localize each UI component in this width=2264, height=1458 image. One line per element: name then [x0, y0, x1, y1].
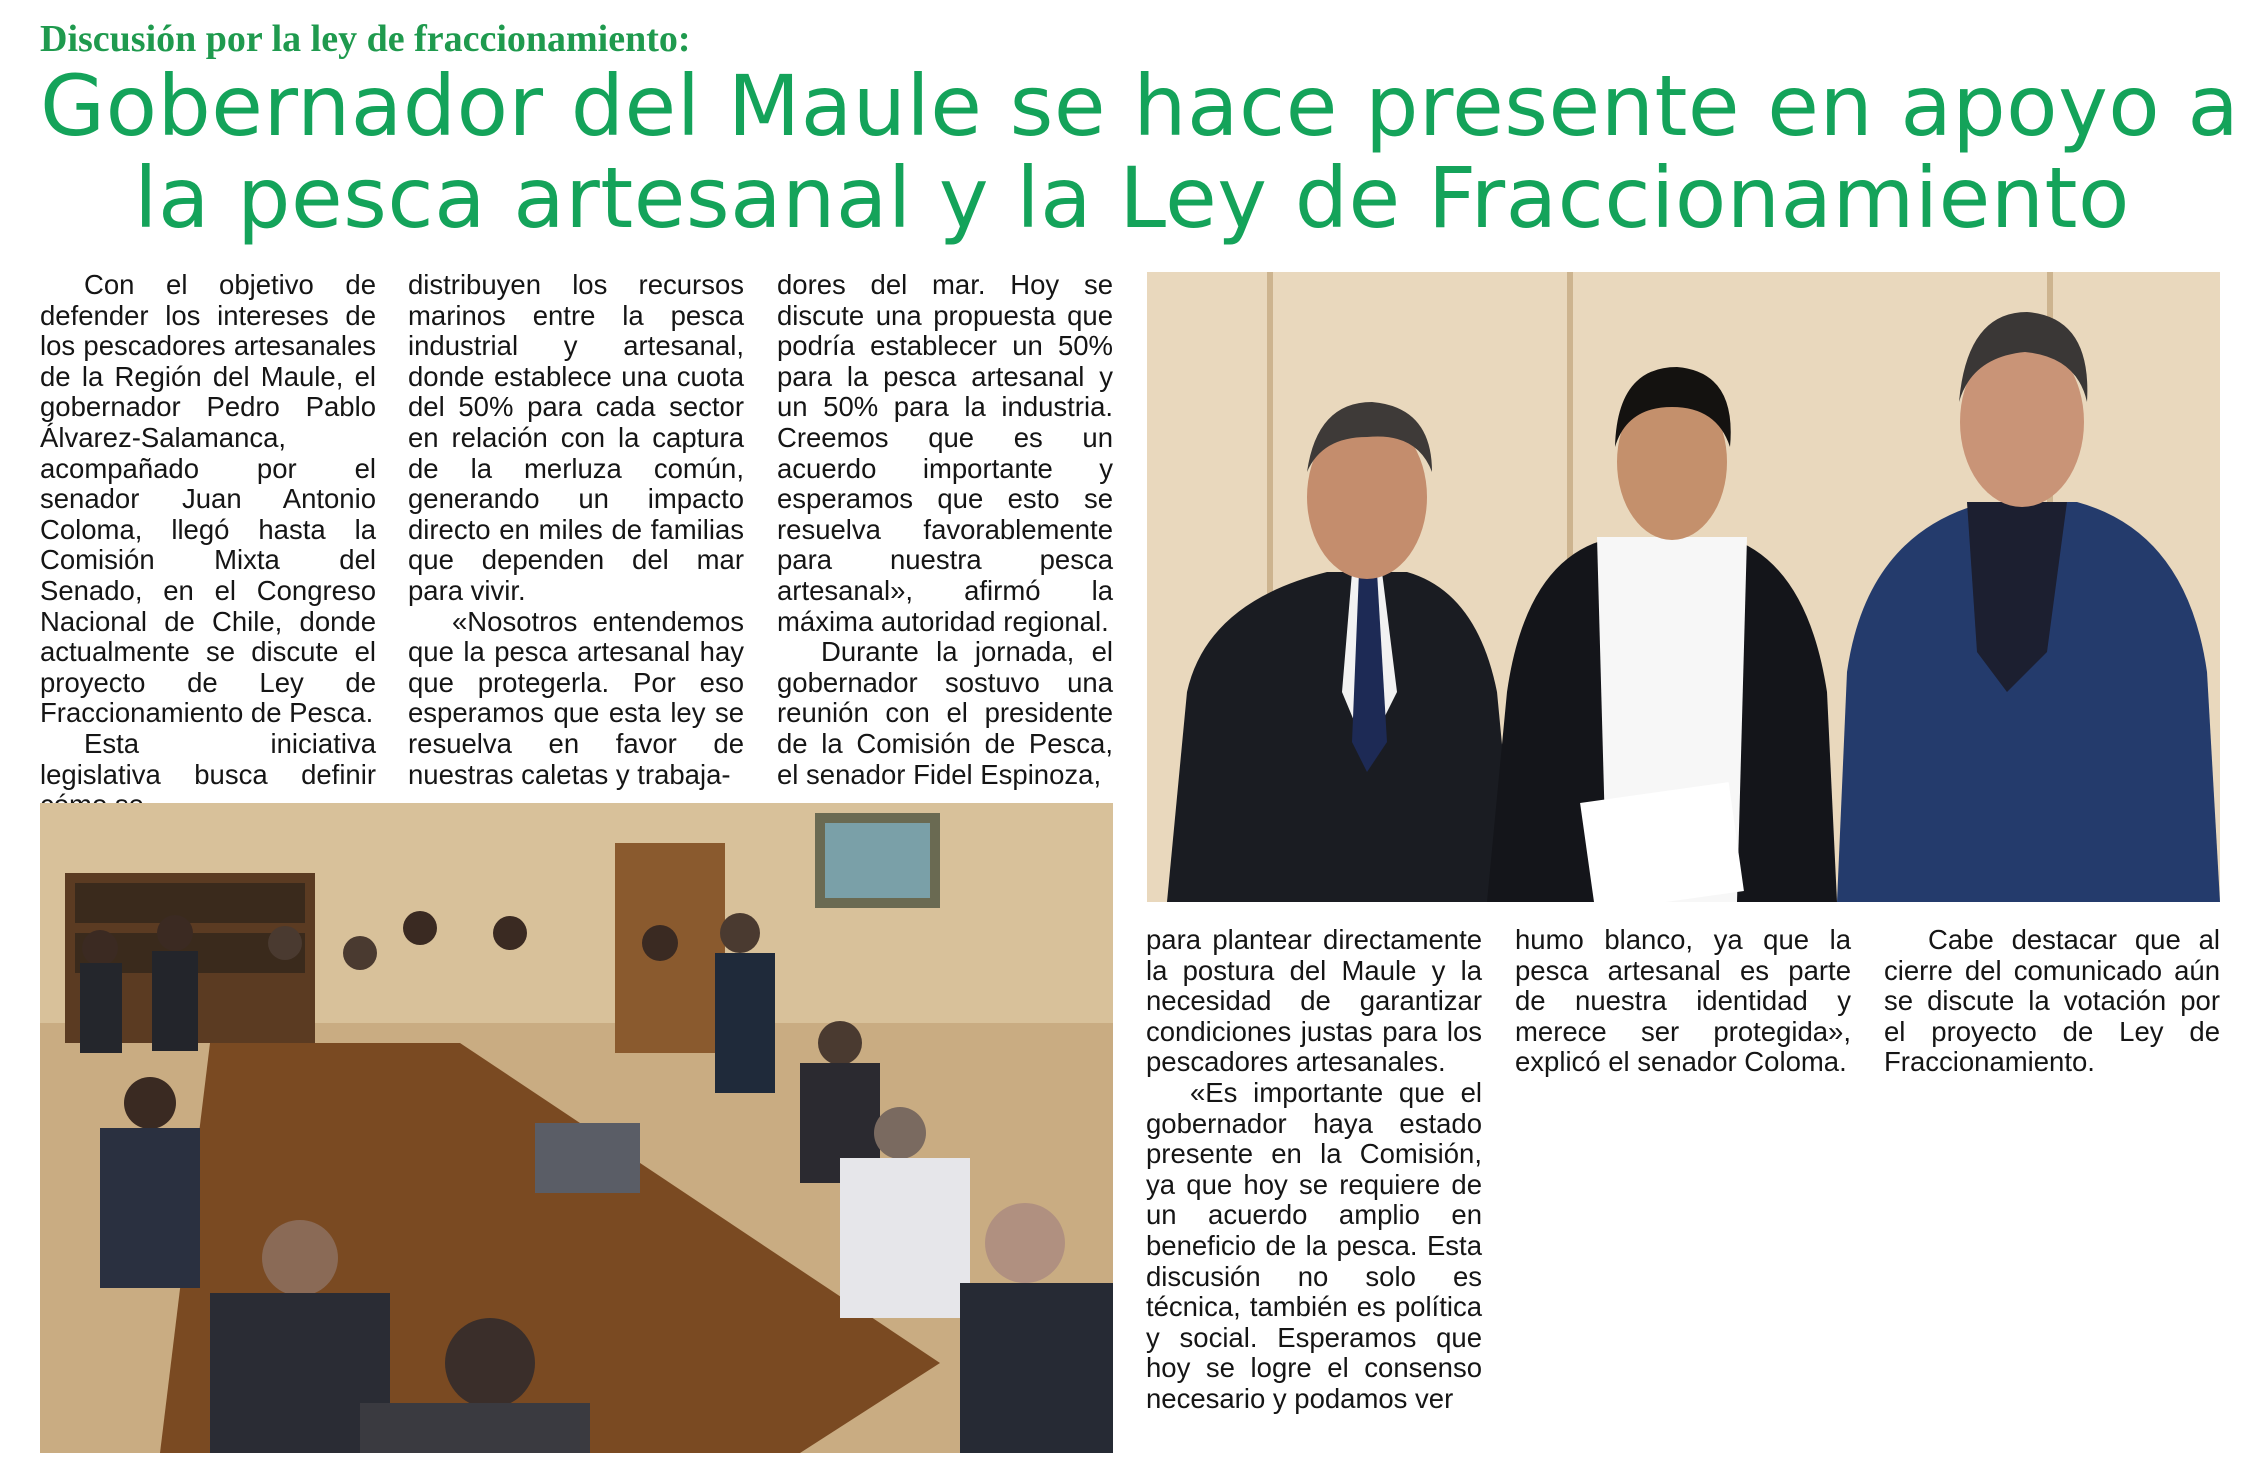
- paragraph: para plantear directamente la postura del Maule y la necesidad de garantizar condiciones justas para los pescadores artesanales.: [1146, 924, 1482, 1078]
- article-column-4: [1146, 925, 1482, 1415]
- article-column-6: [1884, 925, 2220, 1078]
- portrait-photo: [1147, 272, 2220, 902]
- headline-line-2: la pesca artesanal y la Ley de Fraccionamiento: [134, 149, 2130, 247]
- article-column-5: [1515, 925, 1851, 1078]
- paragraph: distribuyen los recursos marinos entre la pesca industrial y artesanal, donde establece una cuota del 50% para cada sector en relación con la captura de la merluza común, generando un impacto directo en miles de familias que dependen del mar para vivir.: [408, 269, 744, 606]
- headline-line-1: Gobernador del Maule se hace presente en apoyo a: [40, 57, 2240, 155]
- paragraph: Con el objetivo de defender los intereses de los pescadores artesanales de la Región del Maule, el gobernador Pedro Pablo Álvarez-Salamanca, acompañado por el senador Juan Antonio Coloma, llegó hasta la Comisión Mixta del Senado, en el Congreso Nacional de Chile, donde actualmente se discute el proyecto de Ley de Fraccionamiento de Pesca.: [40, 269, 376, 729]
- meeting-photo: [40, 803, 1113, 1453]
- paragraph: Esta iniciativa legislativa busca definir: [40, 727, 376, 790]
- article-column-2: [408, 270, 744, 790]
- article-kicker: Discusión por la ley de fraccionamiento:: [40, 18, 691, 60]
- paragraph: Cabe destacar que al cierre del comunicado aún se discute la votación por el proyecto de Ley de Fraccionamiento.: [1884, 924, 2220, 1078]
- article-column-3: [777, 270, 1113, 790]
- paragraph: «Nosotros entendemos que la pesca artesanal hay que protegerla. Por eso esperamos que esta ley se resuelva en favor de nuestras caletas y trabaja-: [408, 605, 744, 790]
- article-column-1: [40, 270, 376, 821]
- paragraph: Durante la jornada, el gobernador sostuvo una reunión con el presidente de la Comisión de Pesca, el senador Fidel Espinoza,: [777, 636, 1113, 790]
- paragraph: «Es importante que el gobernador haya estado presente en la Comisión, ya que hoy se requiere de un acuerdo amplio en beneficio de la pesca. Esta discusión no solo es técnica, también es política y social. Esperamos que hoy se logre el consenso necesario y podamos ver: [1146, 1076, 1482, 1414]
- paragraph: dores del mar. Hoy se discute una propuesta que podría establecer un 50% para la pesca artesanal y un 50% para la industria. Creemos que es un acuerdo importante y esperamos que esto se resuelva favorablemente para nuestra pesca artesanal», afirmó la máxima autoridad regional.: [777, 269, 1113, 637]
- paragraph: humo blanco, ya que la pesca artesanal es parte de nuestra identidad y merece ser protegida», explicó el senador Coloma.: [1515, 924, 1851, 1078]
